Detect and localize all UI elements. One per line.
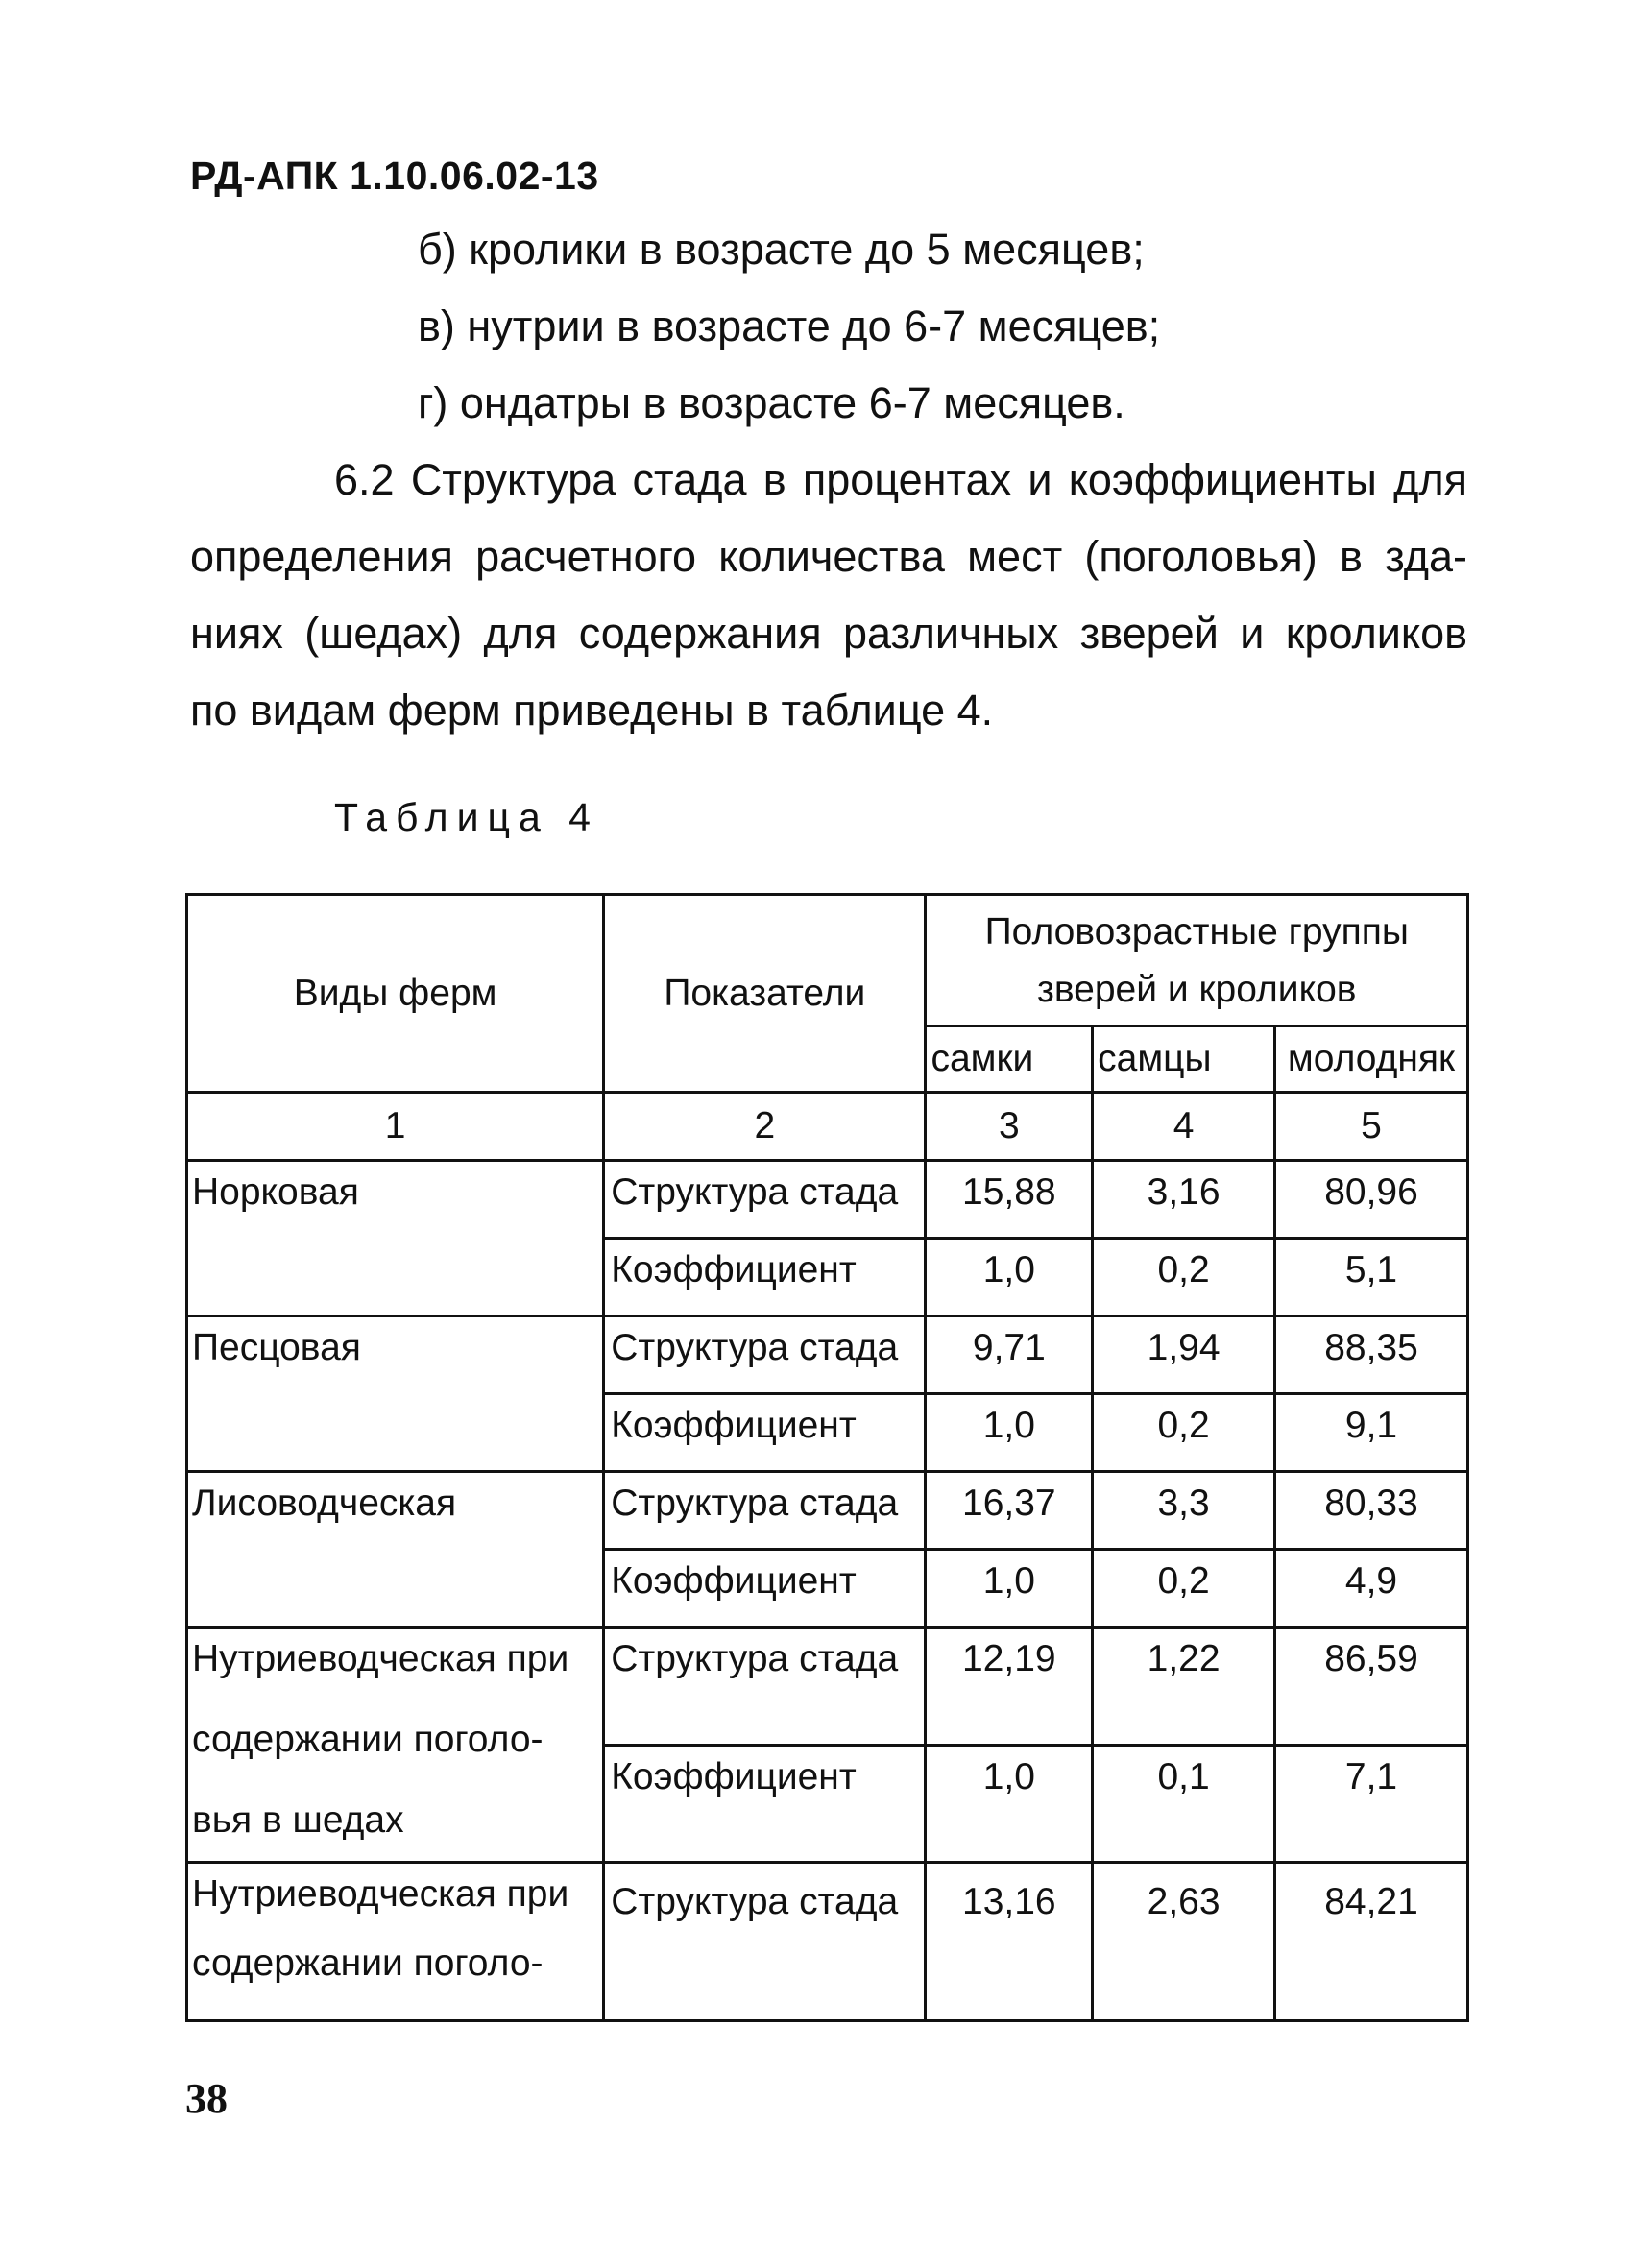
- farm-type-cell: Норковая: [187, 1161, 604, 1316]
- value-cell: 9,1: [1275, 1394, 1468, 1472]
- indicator-cell: Структура стада: [604, 1316, 926, 1394]
- header-farm-types: Виды ферм: [187, 895, 604, 1093]
- value-cell: 7,1: [1275, 1745, 1468, 1863]
- header-group-line: зверей и кроликов: [1036, 969, 1357, 1010]
- value-cell: 1,22: [1093, 1628, 1275, 1746]
- column-number: 4: [1093, 1093, 1275, 1161]
- value-cell: 1,94: [1093, 1316, 1275, 1394]
- paragraph-line: по видам ферм приведены в таблице 4.: [190, 686, 994, 735]
- list-item-rabbits: б) кролики в возрасте до 5 месяцев;: [418, 225, 1145, 274]
- value-cell: 86,59: [1275, 1628, 1468, 1746]
- indicator-cell: Структура стада: [604, 1863, 926, 2021]
- table-caption: Таблица 4: [334, 795, 599, 839]
- column-number-row: [187, 1093, 1468, 1161]
- header-males: самцы: [1093, 1026, 1275, 1093]
- table-row: [187, 1316, 1468, 1394]
- table-row: [187, 1628, 1468, 1746]
- value-cell: 0,2: [1093, 1394, 1275, 1472]
- value-cell: 1,0: [926, 1745, 1093, 1863]
- header-group-line: Половозрастные группы: [984, 911, 1409, 953]
- value-cell: 0,2: [1093, 1239, 1275, 1316]
- table-row: [187, 1161, 1468, 1239]
- column-number: 1: [187, 1093, 604, 1161]
- list-item-nutria: в) нутрии в возрасте до 6-7 месяцев;: [418, 302, 1161, 350]
- column-number: 3: [926, 1093, 1093, 1161]
- farm-type-line: содержании поголо-: [192, 1942, 544, 1984]
- farm-type-line: Нутриеводческая при: [192, 1638, 569, 1679]
- value-cell: 2,63: [1093, 1863, 1275, 2021]
- value-cell: 80,33: [1275, 1472, 1468, 1550]
- column-number: 2: [604, 1093, 926, 1161]
- value-cell: 3,16: [1093, 1161, 1275, 1239]
- farm-type-cell: [187, 1628, 604, 1863]
- indicator-cell: Структура стада: [604, 1472, 926, 1550]
- table-header-row: [187, 895, 1468, 1026]
- farm-type-cell: Песцовая: [187, 1316, 604, 1472]
- value-cell: 1,0: [926, 1394, 1093, 1472]
- value-cell: 5,1: [1275, 1239, 1468, 1316]
- farm-type-cell: [187, 1863, 604, 2021]
- indicator-cell: Структура стада: [604, 1161, 926, 1239]
- herd-structure-table: [185, 893, 1469, 2022]
- header-age-sex-groups: [926, 895, 1468, 1026]
- indicator-cell: Структура стада: [604, 1628, 926, 1746]
- value-cell: 4,9: [1275, 1550, 1468, 1628]
- value-cell: 15,88: [926, 1161, 1093, 1239]
- value-cell: 84,21: [1275, 1863, 1468, 2021]
- paragraph-line: 6.2 Структура стада в процентах и коэффициенты для: [334, 455, 1467, 504]
- value-cell: 80,96: [1275, 1161, 1468, 1239]
- list-item-muskrat: г) ондатры в возрасте 6-7 месяцев.: [418, 378, 1125, 427]
- value-cell: 9,71: [926, 1316, 1093, 1394]
- body-paragraph: [190, 442, 1467, 749]
- column-number: 5: [1275, 1093, 1468, 1161]
- paragraph-line: ниях (шедах) для содержания различных зверей и кроликов: [190, 609, 1467, 658]
- value-cell: 1,0: [926, 1239, 1093, 1316]
- value-cell: 0,1: [1093, 1745, 1275, 1863]
- header-young: молодняк: [1275, 1026, 1468, 1093]
- value-cell: 0,2: [1093, 1550, 1275, 1628]
- header-females: самки: [926, 1026, 1093, 1093]
- header-indicators: Показатели: [604, 895, 926, 1093]
- indicator-cell: Коэффициент: [604, 1550, 926, 1628]
- table-row: [187, 1472, 1468, 1550]
- farm-type-line: содержании поголо-: [192, 1719, 544, 1760]
- value-cell: 3,3: [1093, 1472, 1275, 1550]
- farm-type-cell: Лисоводческая: [187, 1472, 604, 1628]
- indicator-cell: Коэффициент: [604, 1239, 926, 1316]
- value-cell: 88,35: [1275, 1316, 1468, 1394]
- farm-type-line: Нутриеводческая при: [192, 1873, 569, 1915]
- indicator-cell: Коэффициент: [604, 1745, 926, 1863]
- document-code: РД-АПК 1.10.06.02-13: [190, 154, 599, 198]
- value-cell: 1,0: [926, 1550, 1093, 1628]
- value-cell: 12,19: [926, 1628, 1093, 1746]
- farm-type-line: вья в шедах: [192, 1799, 404, 1841]
- value-cell: 16,37: [926, 1472, 1093, 1550]
- paragraph-line: определения расчетного количества мест (поголовья) в зда-: [190, 532, 1467, 581]
- page-number: 38: [185, 2075, 228, 2122]
- value-cell: 13,16: [926, 1863, 1093, 2021]
- table-row: [187, 1863, 1468, 2021]
- indicator-cell: Коэффициент: [604, 1394, 926, 1472]
